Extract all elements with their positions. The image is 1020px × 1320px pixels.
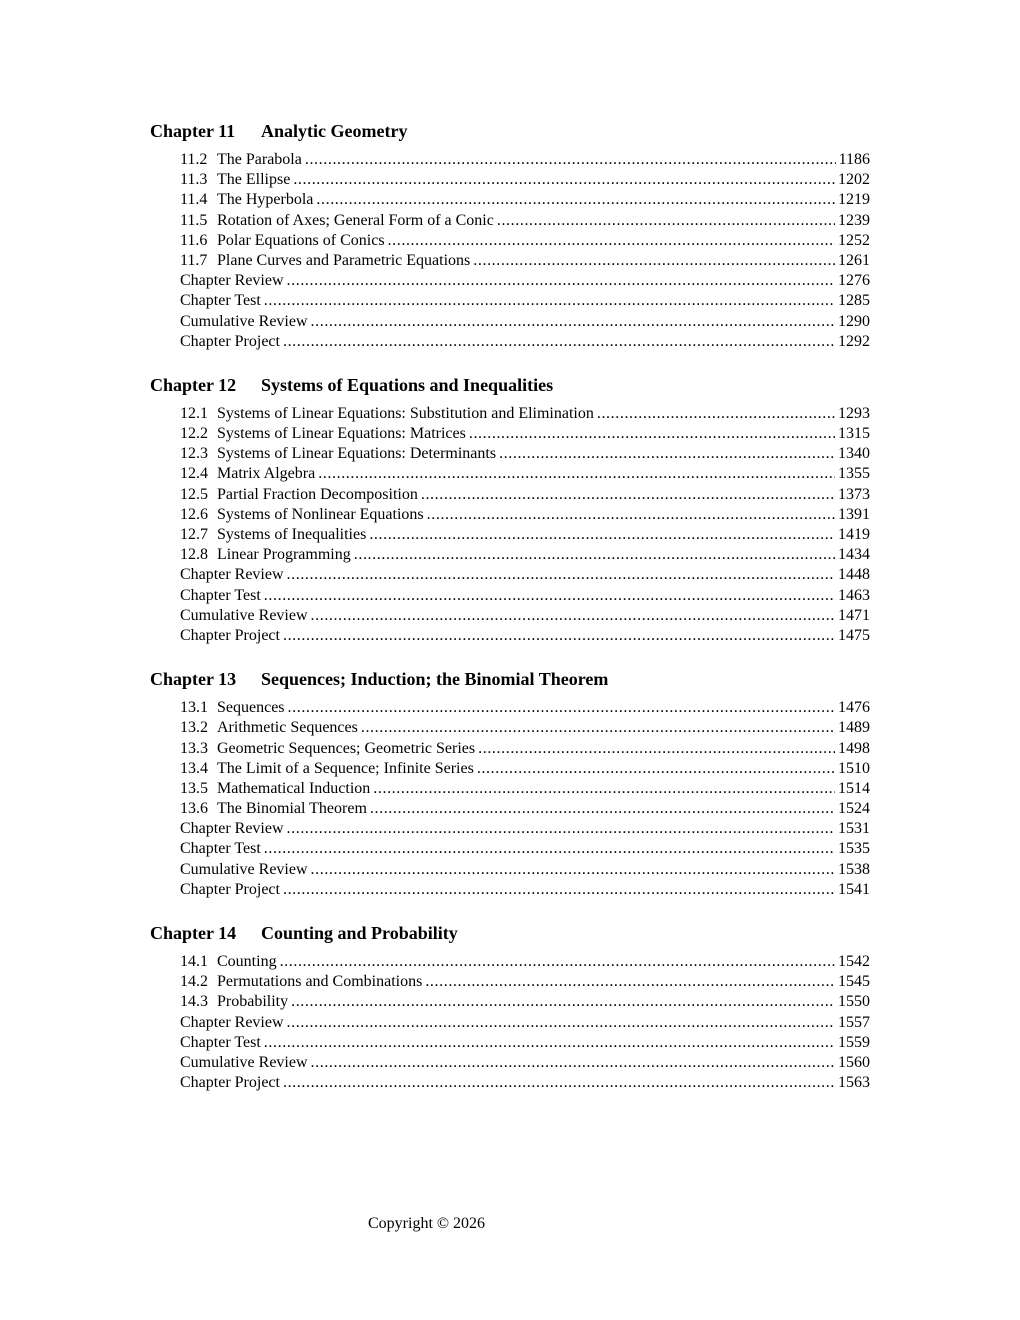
dot-leader: [305, 150, 836, 170]
page-number: 1489: [838, 719, 870, 737]
section-title: Systems of Linear Equations: Substitution and Elimination: [217, 404, 594, 422]
toc-entry: [180, 505, 870, 525]
chapter-title: Systems of Equations and Inequalities: [261, 374, 554, 395]
toc-entry: [180, 424, 870, 444]
dot-leader: [388, 231, 835, 251]
section-number: 11.3: [180, 171, 208, 189]
toc-entry: [180, 759, 870, 779]
dot-leader: [283, 880, 835, 900]
section-number: 14.3: [180, 993, 208, 1011]
section-number: 12.6: [180, 505, 208, 523]
section-title: The Hyperbola: [217, 191, 314, 209]
section-number: 11.7: [180, 251, 208, 269]
section-title: Sequences: [217, 699, 285, 717]
chapter-heading: [150, 667, 870, 691]
entry-label: [180, 972, 422, 992]
section-title: Chapter Review: [180, 566, 284, 584]
entry-label: [180, 404, 594, 424]
chapter-title: Counting and Probability: [261, 923, 458, 943]
entry-label: [180, 839, 261, 859]
dot-leader: [311, 606, 835, 626]
toc-entry: [180, 1073, 870, 1093]
chapter-section: [150, 921, 870, 1093]
toc-entry: [180, 291, 870, 311]
entry-label: [180, 1013, 284, 1033]
dot-leader: [497, 211, 835, 231]
page-number: 1471: [838, 606, 870, 624]
section-title: The Binomial Theorem: [217, 800, 367, 818]
entry-label: [180, 779, 370, 799]
toc-entry: [180, 626, 870, 646]
dot-leader: [311, 1053, 835, 1073]
toc-entry: [180, 860, 870, 880]
section-number: 14.2: [180, 973, 208, 991]
toc-entry: [180, 444, 870, 464]
entry-label: [180, 1073, 280, 1093]
entry-label: [180, 271, 284, 291]
toc-entry: [180, 819, 870, 839]
chapter-section: [150, 373, 870, 646]
toc-entry: [180, 485, 870, 505]
page-number: 1560: [838, 1053, 870, 1071]
page-number: 1340: [838, 445, 870, 463]
toc-entry: [180, 271, 870, 291]
dot-leader: [283, 332, 835, 352]
dot-leader: [370, 799, 835, 819]
chapter-title: Sequences; Induction; the Binomial Theorem: [261, 669, 609, 690]
copyright-notice: Copyright © 2026: [368, 1215, 486, 1232]
section-number: 11.4: [180, 191, 208, 209]
page-number: 1186: [838, 151, 870, 168]
dot-leader: [264, 839, 835, 859]
entry-label: [180, 698, 285, 718]
entry-label: [180, 626, 280, 646]
section-title: Permutations and Combinations: [217, 973, 423, 991]
toc-entry: [180, 839, 870, 859]
entry-label: [180, 251, 470, 271]
section-title: Rotation of Axes; General Form of a Conic: [217, 211, 494, 229]
section-title: Mathematical Induction: [217, 779, 371, 797]
dot-leader: [283, 1073, 835, 1093]
section-title: Chapter Review: [180, 1013, 284, 1031]
page-number: 1541: [838, 880, 870, 898]
dot-leader: [421, 485, 835, 505]
page-number: 1219: [838, 191, 870, 209]
toc-entry: [180, 992, 870, 1012]
page-number: 1355: [838, 465, 870, 483]
entry-label: [180, 586, 261, 606]
section-title: The Limit of a Sequence; Infinite Series: [217, 759, 474, 777]
page-number: 1434: [838, 546, 870, 564]
section-title: Chapter Project: [180, 880, 280, 898]
page-number: 1290: [838, 312, 870, 330]
section-title: Systems of Linear Equations: Determinants: [217, 445, 497, 463]
toc-entry: [180, 1013, 870, 1033]
toc-entry: [180, 312, 870, 332]
section-number: 11.5: [180, 211, 208, 229]
dot-leader: [311, 312, 835, 332]
section-title: Chapter Project: [180, 332, 280, 350]
page-number: 1524: [838, 800, 870, 818]
toc-entry: [180, 231, 870, 251]
section-number: 13.5: [180, 779, 208, 797]
toc-entry: [180, 739, 870, 759]
dot-leader: [373, 779, 835, 799]
section-number: 13.1: [180, 699, 208, 717]
toc-entry: [180, 880, 870, 900]
chapter-heading: [150, 921, 870, 945]
section-title: Arithmetic Sequences: [217, 719, 358, 737]
section-title: Cumulative Review: [180, 860, 308, 878]
section-title: Chapter Test: [180, 586, 261, 604]
dot-leader: [499, 444, 835, 464]
toc-entry: [180, 952, 870, 972]
toc-entry: [180, 251, 870, 271]
dot-leader: [477, 759, 835, 779]
toc-entry: [180, 586, 870, 606]
page-number: 1542: [838, 953, 870, 970]
section-title: The Parabola: [217, 151, 302, 168]
page-number: 1293: [838, 404, 870, 422]
section-title: Cumulative Review: [180, 1053, 308, 1071]
chapter-section: [150, 119, 870, 352]
dot-leader: [287, 1013, 835, 1033]
dot-leader: [478, 739, 835, 759]
page-number: 1545: [838, 973, 870, 991]
entry-label: [180, 190, 313, 210]
dot-leader: [469, 424, 835, 444]
section-number: 13.6: [180, 800, 208, 818]
toc-entry: [180, 698, 870, 718]
chapter-heading: [150, 119, 870, 143]
section-number: 11.2: [180, 151, 208, 168]
page-number: 1550: [838, 993, 870, 1011]
section-number: 13.3: [180, 739, 208, 757]
page-number: 1514: [838, 779, 870, 797]
section-title: Chapter Review: [180, 820, 284, 838]
dot-leader: [287, 565, 835, 585]
entry-label: [180, 545, 351, 565]
page-number: 1448: [838, 566, 870, 584]
section-title: Chapter Test: [180, 840, 261, 858]
page-number: 1292: [838, 332, 870, 350]
dot-leader: [287, 271, 835, 291]
dot-leader: [427, 505, 835, 525]
chapter-section: [150, 667, 870, 900]
entry-label: [180, 799, 367, 819]
section-title: Chapter Review: [180, 272, 284, 290]
section-number: 12.3: [180, 445, 208, 463]
dot-leader: [316, 190, 835, 210]
dot-leader: [597, 404, 835, 424]
toc-entry: [180, 1053, 870, 1073]
dot-leader: [361, 718, 835, 738]
section-title: Cumulative Review: [180, 312, 308, 330]
toc-entry: [180, 972, 870, 992]
dot-leader: [354, 545, 835, 565]
section-title: Partial Fraction Decomposition: [217, 485, 418, 503]
toc-entry: [180, 211, 870, 231]
page-number: 1252: [838, 231, 870, 249]
entry-label: [180, 485, 418, 505]
toc-entry: [180, 718, 870, 738]
toc-entry: [180, 1033, 870, 1053]
section-title: Chapter Project: [180, 626, 280, 644]
toc-entry: [180, 404, 870, 424]
chapter-number: Chapter 13: [150, 669, 237, 690]
page-number: 1538: [838, 860, 870, 878]
section-title: Chapter Project: [180, 1074, 280, 1092]
page-number: 1475: [838, 626, 870, 644]
dot-leader: [280, 952, 835, 972]
section-title: Systems of Linear Equations: Matrices: [217, 425, 466, 443]
dot-leader: [318, 464, 835, 484]
chapter-title: Analytic Geometry: [261, 121, 408, 141]
section-title: Plane Curves and Parametric Equations: [217, 251, 471, 269]
dot-leader: [311, 860, 835, 880]
entry-label: [180, 505, 424, 525]
toc-entry: [180, 565, 870, 585]
entry-label: [180, 150, 302, 170]
entry-label: [180, 606, 308, 626]
entry-label: [180, 880, 280, 900]
toc-entry: [180, 799, 870, 819]
entry-label: [180, 992, 288, 1012]
dot-leader: [288, 698, 835, 718]
entry-label: [180, 332, 280, 352]
chapter-number: Chapter 11: [150, 121, 236, 141]
chapter-number: Chapter 14: [150, 923, 237, 943]
page-number: 1202: [838, 171, 870, 189]
entry-label: [180, 464, 315, 484]
section-number: 14.1: [180, 953, 208, 970]
section-number: 12.4: [180, 465, 208, 483]
toc-entry: [180, 170, 870, 190]
page-number: 1531: [838, 820, 870, 838]
toc-entry: [180, 525, 870, 545]
entry-label: [180, 952, 277, 972]
page-number: 1261: [838, 251, 870, 269]
section-number: 11.6: [180, 231, 208, 249]
page-number: 1419: [838, 526, 870, 543]
dot-leader: [287, 819, 835, 839]
toc-entry: [180, 190, 870, 210]
section-title: Chapter Test: [180, 1033, 261, 1051]
page-number: 1563: [838, 1074, 870, 1092]
page-number: 1276: [838, 272, 870, 290]
toc-entry: [180, 150, 870, 170]
entry-label: [180, 1053, 308, 1073]
page-number: 1510: [838, 759, 870, 777]
entry-label: [180, 1033, 261, 1053]
section-title: Counting: [217, 953, 277, 970]
page-number: 1239: [838, 211, 870, 229]
dot-leader: [291, 992, 835, 1012]
entry-label: [180, 565, 284, 585]
entry-label: [180, 444, 496, 464]
entry-label: [180, 860, 308, 880]
toc-entry: [180, 545, 870, 565]
dot-leader: [264, 291, 835, 311]
chapter-number: Chapter 12: [150, 374, 237, 395]
section-title: Cumulative Review: [180, 606, 308, 624]
page-number: 1557: [838, 1013, 870, 1031]
entry-label: [180, 759, 474, 779]
section-title: Systems of Nonlinear Equations: [217, 505, 424, 523]
toc-entry: [180, 779, 870, 799]
page-number: 1285: [838, 292, 870, 310]
dot-leader: [425, 972, 835, 992]
dot-leader: [369, 525, 835, 545]
chapter-heading: [150, 373, 870, 397]
section-number: 12.8: [180, 546, 208, 564]
page-number: 1373: [838, 485, 870, 503]
entry-label: [180, 170, 290, 190]
toc-entry: [180, 606, 870, 626]
entry-label: [180, 312, 308, 332]
page-number: 1315: [838, 425, 870, 443]
section-number: 12.5: [180, 485, 208, 503]
section-title: Polar Equations of Conics: [217, 231, 385, 249]
page-number: 1391: [838, 505, 870, 523]
section-number: 12.1: [180, 404, 208, 422]
section-title: Matrix Algebra: [217, 465, 316, 483]
dot-leader: [293, 170, 835, 190]
entry-label: [180, 211, 494, 231]
entry-label: [180, 739, 475, 759]
dot-leader: [473, 251, 835, 271]
section-title: Linear Programming: [217, 546, 351, 564]
section-title: Geometric Sequences; Geometric Series: [217, 739, 476, 757]
section-title: Systems of Inequalities: [217, 526, 367, 543]
page-number: 1559: [838, 1033, 870, 1051]
table-of-contents: [150, 119, 870, 1114]
entry-label: [180, 424, 466, 444]
section-title: Probability: [217, 993, 289, 1011]
page-number: 1463: [838, 586, 870, 604]
toc-entry: [180, 464, 870, 484]
entry-label: [180, 231, 385, 251]
toc-entry: [180, 332, 870, 352]
entry-label: [180, 291, 261, 311]
page-number: 1498: [838, 739, 870, 757]
section-number: 12.2: [180, 425, 208, 443]
section-title: The Ellipse: [217, 171, 291, 189]
entry-label: [180, 525, 366, 545]
dot-leader: [283, 626, 835, 646]
dot-leader: [264, 1033, 835, 1053]
dot-leader: [264, 586, 835, 606]
section-number: 12.7: [180, 526, 208, 543]
section-number: 13.2: [180, 719, 208, 737]
page-number: 1476: [838, 699, 870, 717]
section-title: Chapter Test: [180, 292, 261, 310]
entry-label: [180, 819, 284, 839]
entry-label: [180, 718, 358, 738]
page-number: 1535: [838, 840, 870, 858]
section-number: 13.4: [180, 759, 208, 777]
